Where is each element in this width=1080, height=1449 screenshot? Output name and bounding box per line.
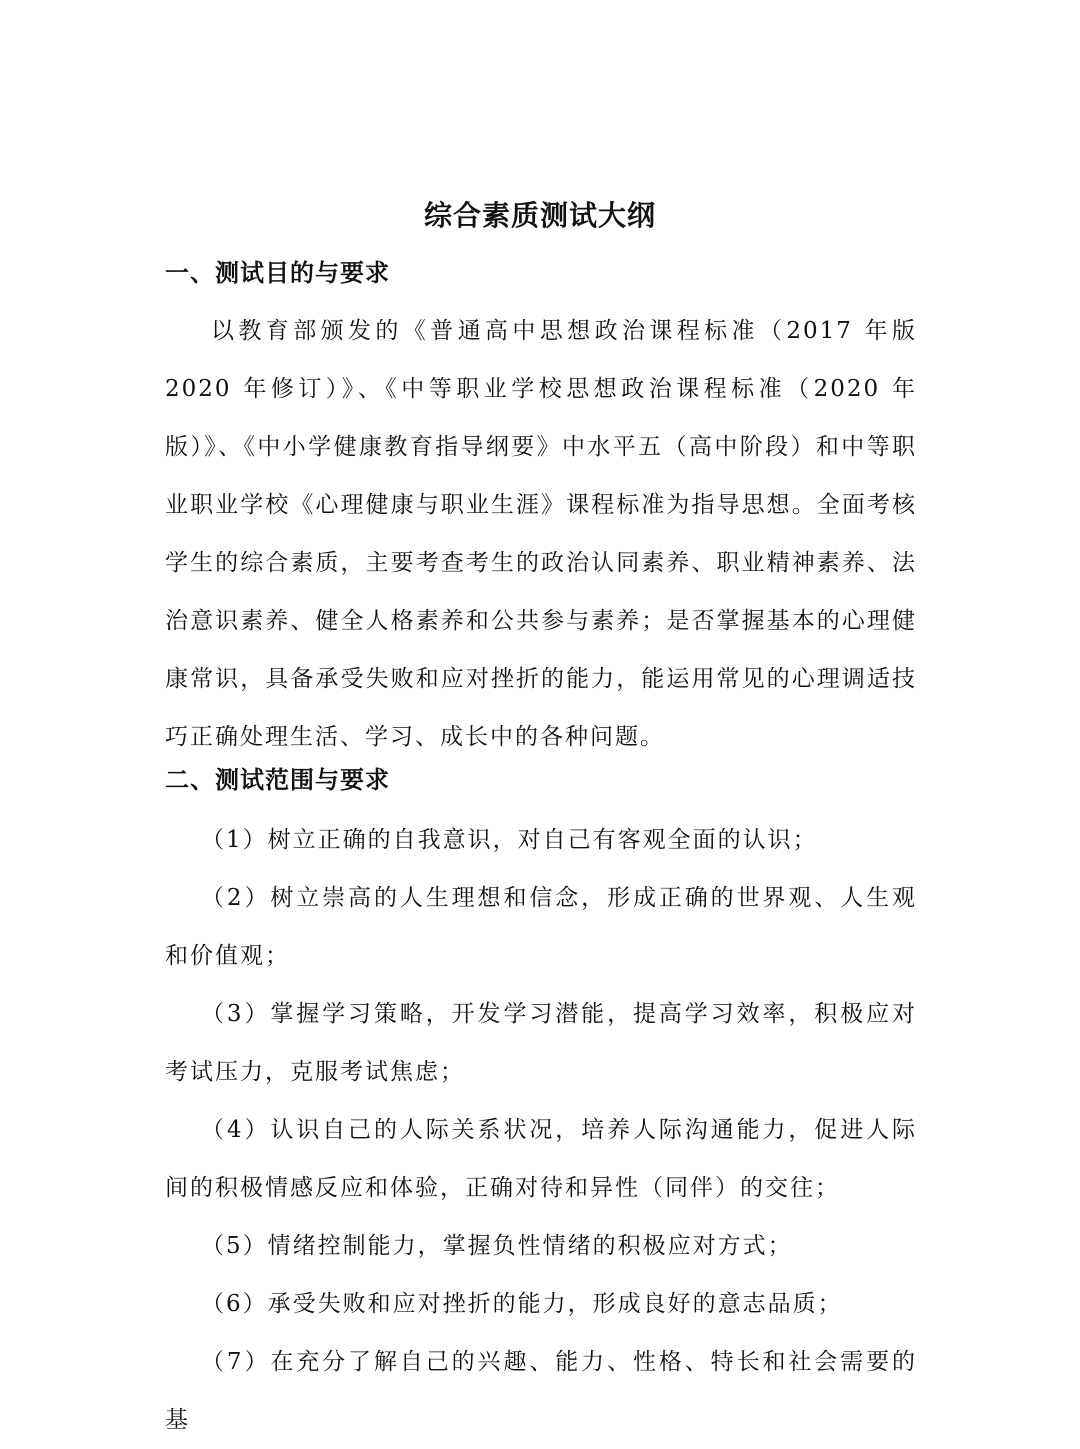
list-item: （6）承受失败和应对挫折的能力，形成良好的意志品质； xyxy=(201,1291,843,1317)
list-item: （2）树立崇高的人生理想和信念，形成正确的世界观、人生观和价值观； xyxy=(165,885,917,969)
section-heading-purpose: 一、测试目的与要求 xyxy=(165,259,390,287)
list-item: （4）认识自己的人际关系状况，培养人际沟通能力，促进人际间的积极情感反应和体验，正确对待和异性（同伴）的交往； xyxy=(165,1117,917,1201)
section-heading-scope: 二、测试范围与要求 xyxy=(165,766,390,794)
list-item: （5）情绪控制能力，掌握负性情绪的积极应对方式； xyxy=(201,1233,793,1259)
intro-paragraph: 以教育部颁发的《普通高中思想政治课程标准（2017 年版 2020 年修订）》、《中等职业学校思想政治课程标准（2020 年版）》、《中小学健康教育指导纲要》中水平五（高中阶段）和中等职业职业学校《心理健康与职业生涯》课程标准为指导思想。全面考核学生的综合素质，主要考查考生的政治认同素养、职业精神素养、法治意识素养、健全人格素养和公共参与素养；是否掌握基本的心理健康常识，具备承受失败和应对挫折的能力，能运用常见的心理调适技巧正确处理生活、学习、成长中的各种问题。 xyxy=(165,318,917,750)
list-item: （1）树立正确的自我意识，对自己有客观全面的认识； xyxy=(201,827,818,853)
scope-list xyxy=(165,811,917,1449)
document-title: 综合素质测试大纲 xyxy=(423,199,656,232)
list-item: （7）在充分了解自己的兴趣、能力、性格、特长和社会需要的基 xyxy=(165,1349,917,1433)
list-item: （3）掌握学习策略，开发学习潜能，提高学习效率，积极应对考试压力，克服考试焦虑； xyxy=(165,1001,917,1085)
